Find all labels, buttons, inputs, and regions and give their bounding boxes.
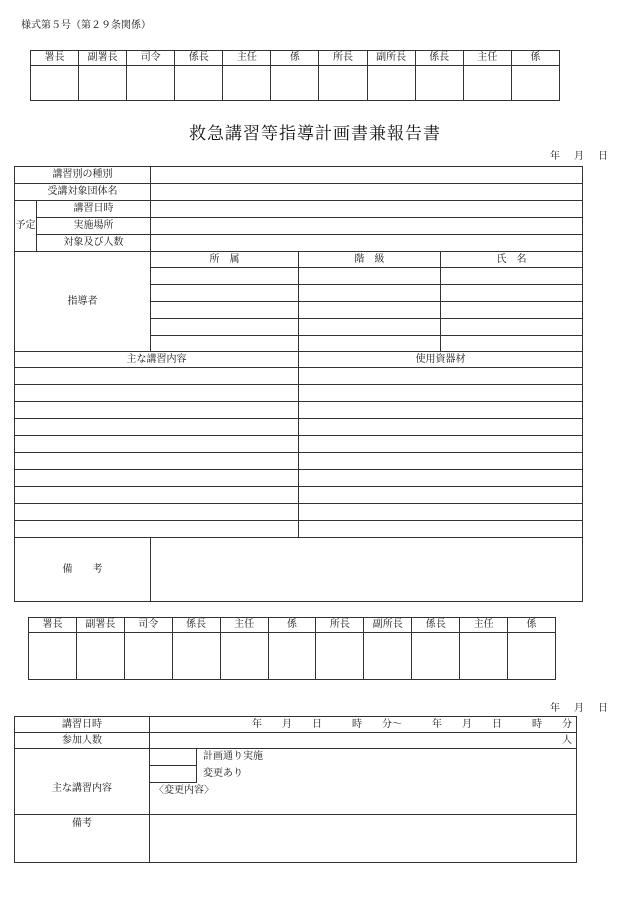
place-field[interactable]	[151, 218, 583, 235]
approval-header: 係	[508, 618, 556, 633]
name-cell[interactable]	[441, 336, 583, 352]
equipment-cell[interactable]	[299, 453, 583, 470]
content-cell[interactable]	[15, 470, 299, 487]
col-name: 氏 名	[441, 252, 583, 268]
rank-cell[interactable]	[299, 319, 441, 336]
stamp-box[interactable]	[508, 633, 556, 680]
approval-header: 所長	[319, 51, 367, 66]
rank-cell[interactable]	[299, 268, 441, 285]
content-cell[interactable]	[15, 368, 299, 385]
content-cell[interactable]	[15, 504, 299, 521]
report-datetime-field[interactable]: 年 月 日 時 分～ 年 月 日 時 分	[150, 717, 577, 733]
approval-header: 副所長	[367, 51, 415, 66]
approval-header: 副署長	[76, 618, 124, 633]
approval-header: 主任	[223, 51, 271, 66]
type-label: 講習別の種別	[15, 167, 151, 184]
approval-header: 係長	[172, 618, 220, 633]
changed-label: 変更あり	[203, 768, 243, 779]
stamp-box[interactable]	[268, 633, 316, 680]
stamp-box[interactable]	[463, 66, 511, 101]
content-cell[interactable]	[15, 385, 299, 402]
date-line: 年 月 日	[550, 151, 610, 162]
equipment-cell[interactable]	[299, 419, 583, 436]
equipment-cell[interactable]	[299, 402, 583, 419]
plan-datetime-field[interactable]	[151, 201, 583, 218]
rank-cell[interactable]	[299, 285, 441, 302]
people-label: 対象及び人数	[37, 235, 151, 252]
stamp-box[interactable]	[511, 66, 559, 101]
approval-table-top	[30, 50, 560, 101]
equipment-cell[interactable]	[299, 504, 583, 521]
stamp-box[interactable]	[412, 633, 460, 680]
content-cell[interactable]	[15, 521, 299, 538]
affiliation-cell[interactable]	[151, 268, 299, 285]
plan-datetime-label: 講習日時	[37, 201, 151, 218]
affiliation-cell[interactable]	[151, 319, 299, 336]
stamp-box[interactable]	[172, 633, 220, 680]
stamp-box[interactable]	[364, 633, 412, 680]
report-content-label: 主な講習内容	[15, 749, 150, 815]
yotei-label: 予定	[15, 201, 37, 252]
equipment-cell[interactable]	[299, 521, 583, 538]
approval-header: 司令	[127, 51, 175, 66]
content-cell[interactable]	[15, 453, 299, 470]
content-cell[interactable]	[15, 436, 299, 453]
stamp-box[interactable]	[220, 633, 268, 680]
approval-header: 係長	[415, 51, 463, 66]
content-cell[interactable]	[15, 402, 299, 419]
report-content-field[interactable]	[150, 749, 577, 815]
plan-table	[14, 166, 583, 602]
stamp-box[interactable]	[367, 66, 415, 101]
content-cell[interactable]	[15, 419, 299, 436]
participants-field[interactable]: 人	[150, 733, 577, 749]
stamp-box[interactable]	[127, 66, 175, 101]
remarks-field[interactable]	[151, 538, 583, 602]
report-datetime-label: 講習日時	[15, 717, 150, 733]
approval-header: 係長	[412, 618, 460, 633]
name-cell[interactable]	[441, 319, 583, 336]
approval-header: 係	[511, 51, 559, 66]
approval-header: 副署長	[79, 51, 127, 66]
approval-header: 係	[271, 51, 319, 66]
name-cell[interactable]	[441, 302, 583, 319]
equipment-cell[interactable]	[299, 487, 583, 504]
stamp-box[interactable]	[319, 66, 367, 101]
approval-header: 署長	[29, 618, 77, 633]
name-cell[interactable]	[441, 268, 583, 285]
as-planned-checkbox[interactable]	[150, 749, 197, 766]
approval-header: 係	[268, 618, 316, 633]
stamp-box[interactable]	[124, 633, 172, 680]
page-title: 救急講習等指導計画書兼報告書	[189, 124, 441, 144]
people-field[interactable]	[151, 235, 583, 252]
stamp-box[interactable]	[76, 633, 124, 680]
changed-checkbox[interactable]	[150, 766, 197, 783]
col-rank: 階 級	[299, 252, 441, 268]
affiliation-cell[interactable]	[151, 336, 299, 352]
report-remarks-field[interactable]	[150, 815, 577, 863]
equipment-cell[interactable]	[299, 436, 583, 453]
stamp-box[interactable]	[29, 633, 77, 680]
as-planned-label: 計画通り実施	[203, 751, 263, 762]
approval-header: 署長	[31, 51, 79, 66]
equipment-cell[interactable]	[299, 385, 583, 402]
stamp-box[interactable]	[316, 633, 364, 680]
approval-header: 係長	[175, 51, 223, 66]
rank-cell[interactable]	[299, 302, 441, 319]
report-date-line: 年 月 日	[550, 703, 610, 714]
remarks-label: 備 考	[15, 538, 151, 602]
participants-label: 参加人数	[15, 733, 150, 749]
affiliation-cell[interactable]	[151, 285, 299, 302]
stamp-box[interactable]	[460, 633, 508, 680]
name-cell[interactable]	[441, 285, 583, 302]
group-field[interactable]	[151, 184, 583, 201]
report-remarks-label: 備考	[15, 815, 150, 863]
approval-table-bottom	[28, 617, 556, 680]
col-affiliation: 所 属	[151, 252, 299, 268]
affiliation-cell[interactable]	[151, 302, 299, 319]
instructor-label: 指導者	[15, 252, 151, 352]
stamp-box[interactable]	[79, 66, 127, 101]
form-number: 様式第５号（第２９条関係）	[21, 20, 151, 31]
approval-header: 主任	[220, 618, 268, 633]
place-label: 実施場所	[37, 218, 151, 235]
report-table	[14, 716, 577, 863]
stamp-box[interactable]	[223, 66, 271, 101]
stamp-box[interactable]	[415, 66, 463, 101]
approval-header: 主任	[463, 51, 511, 66]
group-label: 受講対象団体名	[15, 184, 151, 201]
stamp-box[interactable]	[175, 66, 223, 101]
change-detail-label: 〈変更内容〉	[154, 785, 214, 796]
equipment-cell[interactable]	[299, 470, 583, 487]
approval-header: 副所長	[364, 618, 412, 633]
approval-header: 司令	[124, 618, 172, 633]
approval-header: 所長	[316, 618, 364, 633]
stamp-box[interactable]	[31, 66, 79, 101]
equipment-cell[interactable]	[299, 368, 583, 385]
content-cell[interactable]	[15, 487, 299, 504]
type-field[interactable]	[151, 167, 583, 184]
content-label: 主な講習内容	[15, 352, 299, 368]
equipment-label: 使用資器材	[299, 352, 583, 368]
approval-header: 主任	[460, 618, 508, 633]
rank-cell[interactable]	[299, 336, 441, 352]
stamp-box[interactable]	[271, 66, 319, 101]
